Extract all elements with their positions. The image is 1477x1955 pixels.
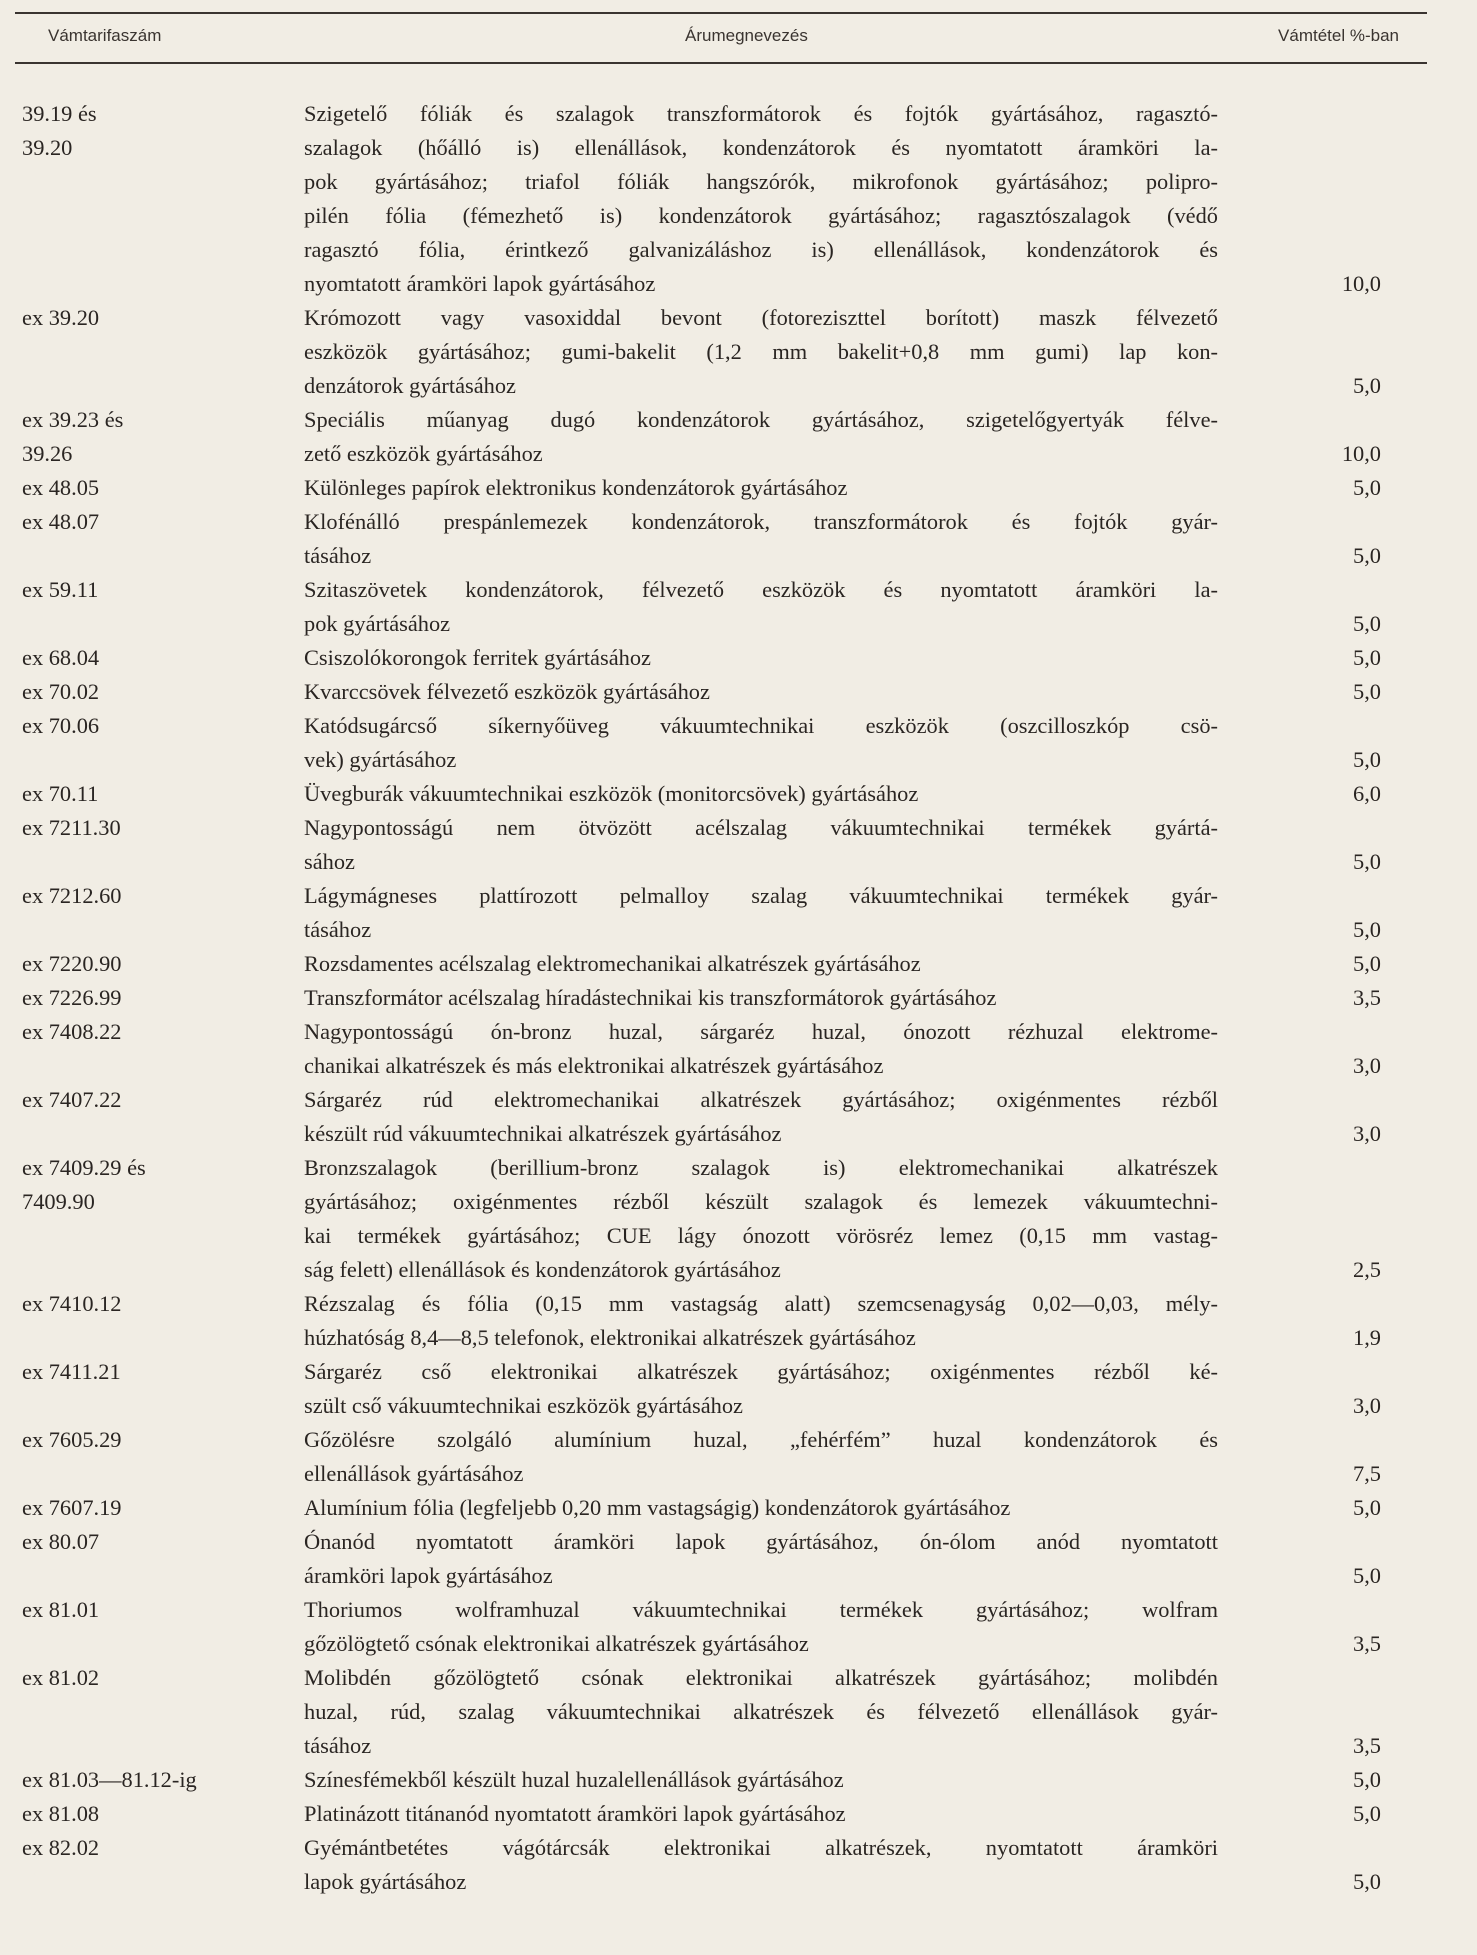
- tariff-code: [22, 97, 302, 165]
- table-row: [0, 403, 1477, 471]
- description-line: Gőzölésre szolgáló alumínium huzal, „fehérfém” huzal kondenzátorok és: [304, 1427, 1218, 1452]
- duty-rate: 5,0: [1353, 1563, 1381, 1588]
- tariff-code: [22, 1763, 302, 1797]
- tariff-code: [22, 1151, 302, 1219]
- description-line: szült cső vákuumtechnikai eszközök gyártásához: [304, 1393, 743, 1418]
- duty-rate: 3,5: [1353, 985, 1381, 1010]
- duty-rate: 5,0: [1353, 373, 1381, 398]
- table-row: [0, 505, 1477, 573]
- goods-description: [304, 505, 1218, 573]
- goods-description: [304, 1831, 1218, 1899]
- tariff-code-line: ex 7226.99: [22, 985, 122, 1010]
- description-line: huzal, rúd, szalag vákuumtechnikai alkatrészek és félvezető ellenállások gyár-: [304, 1699, 1218, 1724]
- description-line: vek) gyártásához: [304, 747, 457, 772]
- goods-description: [304, 1287, 1218, 1355]
- duty-rate: 6,0: [1353, 781, 1381, 806]
- tariff-code-line: ex 7212.60: [22, 883, 122, 908]
- table-row: [0, 709, 1477, 777]
- table-row: [0, 471, 1477, 505]
- goods-description: [304, 1355, 1218, 1423]
- tariff-table-body: [0, 97, 1477, 1899]
- description-line: húzhatóság 8,4—8,5 telefonok, elektronikai alkatrészek gyártásához: [304, 1325, 916, 1350]
- tariff-code-line: ex 81.02: [22, 1665, 100, 1690]
- duty-rate: 10,0: [1341, 441, 1381, 466]
- tariff-code-line: ex 7605.29: [22, 1427, 122, 1452]
- tariff-code-line: ex 81.01: [22, 1597, 100, 1622]
- description-line: Csiszolókorongok ferritek gyártásához: [304, 645, 651, 670]
- tariff-code-line: ex 81.08: [22, 1801, 100, 1826]
- tariff-code-line: 7409.90: [22, 1189, 95, 1214]
- tariff-code-line: ex 39.23 és: [22, 407, 124, 432]
- table-row: [0, 1015, 1477, 1083]
- description-line: Molibdén gőzölögtető csónak elektronikai alkatrészek gyártásához; molibdén: [304, 1665, 1218, 1690]
- table-row: [0, 1797, 1477, 1831]
- description-line: ellenállások gyártásához: [304, 1461, 524, 1486]
- duty-rate: 3,0: [1353, 1121, 1381, 1146]
- duty-rate: 5,0: [1353, 1767, 1381, 1792]
- description-line: Különleges papírok elektronikus kondenzátorok gyártásához: [304, 475, 848, 500]
- tariff-code: [22, 981, 302, 1015]
- tariff-code-line: ex 7211.30: [22, 815, 121, 840]
- tariff-code-line: 39.19 és: [22, 101, 97, 126]
- table-row: [0, 1831, 1477, 1899]
- description-line: pilén fólia (fémezhető is) kondenzátorok gyártásához; ragasztószalagok (védő: [304, 203, 1218, 228]
- header-tariff-number: Vámtarifaszám: [48, 26, 162, 45]
- tariff-code: [22, 1797, 302, 1831]
- table-row: [0, 1355, 1477, 1423]
- description-line: ragasztó fólia, érintkező galvanizáláshoz is) ellenállások, kondenzátorok és: [304, 237, 1218, 262]
- tariff-code-line: ex 7409.29 és: [22, 1155, 146, 1180]
- tariff-code: [22, 709, 302, 743]
- description-line: sához: [304, 849, 355, 874]
- description-line: zető eszközök gyártásához: [304, 441, 543, 466]
- table-row: [0, 641, 1477, 675]
- description-line: Krómozott vagy vasoxiddal bevont (fotoreziszttel borított) maszk félvezető: [304, 305, 1218, 330]
- description-line: tásához: [304, 1733, 372, 1758]
- goods-description: [304, 1661, 1218, 1763]
- goods-description: [304, 1151, 1218, 1287]
- goods-description: [304, 97, 1218, 301]
- goods-description: [304, 981, 1218, 1015]
- tariff-code-line: ex 48.05: [22, 475, 100, 500]
- goods-description: [304, 641, 1218, 675]
- table-row: [0, 1083, 1477, 1151]
- header-duty-rate: Vámtétel %-ban: [1278, 26, 1399, 45]
- description-line: denzátorok gyártásához: [304, 373, 516, 398]
- description-line: Klofénálló prespánlemezek kondenzátorok, transzformátorok és fojtók gyár-: [304, 509, 1218, 534]
- goods-description: [304, 573, 1218, 641]
- description-line: tásához: [304, 543, 372, 568]
- tariff-code-line: ex 39.20: [22, 305, 100, 330]
- duty-rate: 5,0: [1353, 951, 1381, 976]
- goods-description: [304, 1763, 1218, 1797]
- goods-description: [304, 471, 1218, 505]
- duty-rate: 5,0: [1353, 645, 1381, 670]
- table-row: [0, 1593, 1477, 1661]
- table-row: [0, 1287, 1477, 1355]
- duty-rate: 5,0: [1353, 1801, 1381, 1826]
- description-line: Lágymágneses plattírozott pelmalloy szalag vákuumtechnikai termékek gyár-: [304, 883, 1218, 908]
- goods-description: [304, 1797, 1218, 1831]
- header-goods-name: Árumegnevezés: [685, 26, 808, 45]
- tariff-code-line: ex 7410.12: [22, 1291, 122, 1316]
- tariff-code: [22, 1287, 302, 1321]
- tariff-code-line: ex 7407.22: [22, 1087, 122, 1112]
- tariff-code: [22, 1491, 302, 1525]
- description-line: Nagypontosságú ón-bronz huzal, sárgaréz huzal, ónozott rézhuzal elektrome-: [304, 1019, 1218, 1044]
- table-row: [0, 1423, 1477, 1491]
- goods-description: [304, 1015, 1218, 1083]
- description-line: Speciális műanyag dugó kondenzátorok gyártásához, szigetelőgyertyák félve-: [304, 407, 1218, 432]
- duty-rate: 5,0: [1353, 1495, 1381, 1520]
- description-line: ság felett) ellenállások és kondenzátorok gyártásához: [304, 1257, 781, 1282]
- tariff-code-line: ex 48.07: [22, 509, 100, 534]
- description-line: Szitaszövetek kondenzátorok, félvezető eszközök és nyomtatott áramköri la-: [304, 577, 1218, 602]
- description-line: eszközök gyártásához; gumi-bakelit (1,2 mm bakelit+0,8 mm gumi) lap kon-: [304, 339, 1218, 364]
- goods-description: [304, 1525, 1218, 1593]
- description-line: Rozsdamentes acélszalag elektromechanikai alkatrészek gyártásához: [304, 951, 921, 976]
- goods-description: [304, 403, 1218, 471]
- description-line: Alumínium fólia (legfeljebb 0,20 mm vastagságig) kondenzátorok gyártásához: [304, 1495, 1011, 1520]
- tariff-code-line: 39.20: [22, 135, 73, 160]
- tariff-code-line: ex 81.03—81.12-ig: [22, 1767, 197, 1792]
- description-line: Katódsugárcső síkernyőüveg vákuumtechnikai eszközök (oszcilloszkóp csö-: [304, 713, 1218, 738]
- goods-description: [304, 1423, 1218, 1491]
- tariff-code-line: ex 68.04: [22, 645, 100, 670]
- table-row: [0, 1525, 1477, 1593]
- tariff-code: [22, 1015, 302, 1049]
- description-line: Bronzszalagok (berillium-bronz szalagok is) elektromechanikai alkatrészek: [304, 1155, 1218, 1180]
- goods-description: [304, 301, 1218, 403]
- description-line: Platinázott titánanód nyomtatott áramköri lapok gyártásához: [304, 1801, 846, 1826]
- table-row: [0, 1151, 1477, 1287]
- duty-rate: 1,9: [1353, 1325, 1381, 1350]
- table-row: [0, 573, 1477, 641]
- goods-description: [304, 1083, 1218, 1151]
- description-line: szalagok (hőálló is) ellenállások, kondenzátorok és nyomtatott áramköri la-: [304, 135, 1218, 160]
- tariff-code: [22, 1831, 302, 1865]
- goods-description: [304, 811, 1218, 879]
- duty-rate: 3,5: [1353, 1631, 1381, 1656]
- goods-description: [304, 1491, 1218, 1525]
- tariff-code-line: ex 7607.19: [22, 1495, 122, 1520]
- goods-description: [304, 709, 1218, 777]
- table-row: [0, 1661, 1477, 1763]
- description-line: tásához: [304, 917, 372, 942]
- duty-rate: 10,0: [1341, 271, 1381, 296]
- tariff-code: [22, 1593, 302, 1627]
- description-line: gőzölögtető csónak elektronikai alkatrészek gyártásához: [304, 1631, 809, 1656]
- goods-description: [304, 947, 1218, 981]
- duty-rate: 5,0: [1353, 917, 1381, 942]
- table-row: [0, 97, 1477, 301]
- table-row: [0, 879, 1477, 947]
- duty-rate: 3,0: [1353, 1393, 1381, 1418]
- description-line: Színesfémekből készült huzal huzalellenállások gyártásához: [304, 1767, 844, 1792]
- description-line: Szigetelő fóliák és szalagok transzformátorok és fojtók gyártásához, ragasztó-: [304, 101, 1218, 126]
- tariff-code: [22, 505, 302, 539]
- goods-description: [304, 777, 1218, 811]
- description-line: pok gyártásához; triafol fóliák hangszórók, mikrofonok gyártásához; polipro-: [304, 169, 1218, 194]
- table-row: [0, 301, 1477, 403]
- tariff-code-line: ex 70.02: [22, 679, 100, 704]
- description-line: Nagypontosságú nem ötvözött acélszalag vákuumtechnikai termékek gyártá-: [304, 815, 1218, 840]
- duty-rate: 5,0: [1353, 543, 1381, 568]
- tariff-code-line: ex 7408.22: [22, 1019, 122, 1044]
- description-line: Üvegburák vákuumtechnikai eszközök (monitorcsövek) gyártásához: [304, 781, 919, 806]
- tariff-code-line: 39.26: [22, 441, 73, 466]
- description-line: Kvarccsövek félvezető eszközök gyártásához: [304, 679, 710, 704]
- duty-rate: 3,0: [1353, 1053, 1381, 1078]
- table-row: [0, 811, 1477, 879]
- tariff-code: [22, 1423, 302, 1457]
- description-line: Transzformátor acélszalag híradástechnikai kis transzformátorok gyártásához: [304, 985, 997, 1010]
- duty-rate: 5,0: [1353, 611, 1381, 636]
- table-row: [0, 981, 1477, 1015]
- description-line: lapok gyártásához: [304, 1869, 467, 1894]
- duty-rate: 2,5: [1353, 1257, 1381, 1282]
- tariff-code-line: ex 80.07: [22, 1529, 100, 1554]
- description-line: pok gyártásához: [304, 611, 451, 636]
- goods-description: [304, 879, 1218, 947]
- duty-rate: 5,0: [1353, 849, 1381, 874]
- description-line: Ónanód nyomtatott áramköri lapok gyártásához, ón-ólom anód nyomtatott: [304, 1529, 1218, 1554]
- tariff-code: [22, 879, 302, 913]
- description-line: Thoriumos wolframhuzal vákuumtechnikai termékek gyártásához; wolfram: [304, 1597, 1218, 1622]
- tariff-code: [22, 811, 302, 845]
- tariff-code: [22, 301, 302, 335]
- tariff-code: [22, 947, 302, 981]
- description-line: Sárgaréz rúd elektromechanikai alkatrészek gyártásához; oxigénmentes rézből: [304, 1087, 1218, 1112]
- tariff-code: [22, 675, 302, 709]
- description-line: készült rúd vákuumtechnikai alkatrészek gyártásához: [304, 1121, 782, 1146]
- duty-rate: 5,0: [1353, 475, 1381, 500]
- table-row: [0, 947, 1477, 981]
- tariff-code: [22, 471, 302, 505]
- duty-rate: 3,5: [1353, 1733, 1381, 1758]
- duty-rate: 7,5: [1353, 1461, 1381, 1486]
- tariff-code: [22, 1525, 302, 1559]
- table-row: [0, 1763, 1477, 1797]
- table-row: [0, 675, 1477, 709]
- goods-description: [304, 1593, 1218, 1661]
- tariff-code: [22, 777, 302, 811]
- description-line: Gyémántbetétes vágótárcsák elektronikai alkatrészek, nyomtatott áramköri: [304, 1835, 1218, 1860]
- tariff-code-line: ex 7411.21: [22, 1359, 121, 1384]
- tariff-code: [22, 1661, 302, 1695]
- tariff-code-line: ex 59.11: [22, 577, 99, 602]
- tariff-code-line: ex 82.02: [22, 1835, 100, 1860]
- tariff-code: [22, 641, 302, 675]
- tariff-code-line: ex 70.11: [22, 781, 99, 806]
- description-line: kai termékek gyártásához; CUE lágy ónozott vörösréz lemez (0,15 mm vastag-: [304, 1223, 1218, 1248]
- tariff-code-line: ex 7220.90: [22, 951, 122, 976]
- description-line: nyomtatott áramköri lapok gyártásához: [304, 271, 656, 296]
- description-line: Rézszalag és fólia (0,15 mm vastagság alatt) szemcsenagyság 0,02—0,03, mély-: [304, 1291, 1218, 1316]
- table-row: [0, 1491, 1477, 1525]
- table-row: [0, 777, 1477, 811]
- duty-rate: 5,0: [1353, 1869, 1381, 1894]
- description-line: chanikai alkatrészek és más elektronikai alkatrészek gyártásához: [304, 1053, 884, 1078]
- tariff-code: [22, 573, 302, 607]
- table-header: [15, 12, 1427, 64]
- tariff-code-line: ex 70.06: [22, 713, 100, 738]
- description-line: gyártásához; oxigénmentes rézből készült szalagok és lemezek vákuumtechni-: [304, 1189, 1218, 1214]
- tariff-code: [22, 403, 302, 471]
- tariff-code: [22, 1083, 302, 1117]
- description-line: áramköri lapok gyártásához: [304, 1563, 553, 1588]
- description-line: Sárgaréz cső elektronikai alkatrészek gyártásához; oxigénmentes rézből ké-: [304, 1359, 1218, 1384]
- duty-rate: 5,0: [1353, 679, 1381, 704]
- duty-rate: 5,0: [1353, 747, 1381, 772]
- tariff-code: [22, 1355, 302, 1389]
- goods-description: [304, 675, 1218, 709]
